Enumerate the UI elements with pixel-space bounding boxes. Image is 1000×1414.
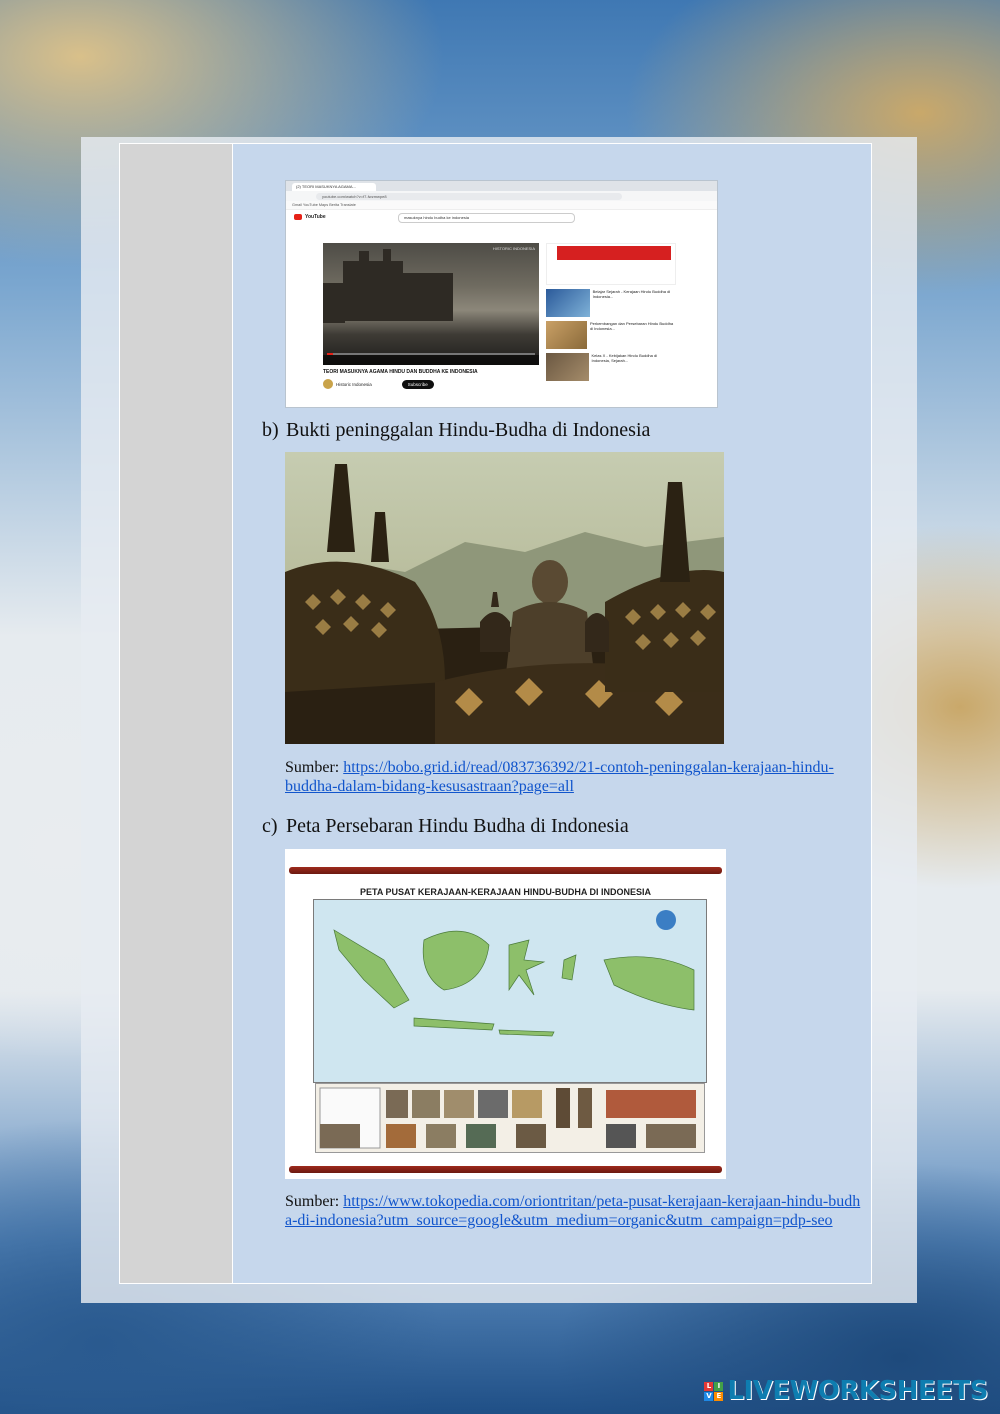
bookmarks-bar: Gmail YouTube Maps Berita Translate bbox=[286, 201, 717, 210]
youtube-brand: YouTube bbox=[305, 214, 326, 220]
video-title: TEORI MASUKNYA AGAMA HINDU DAN BUDDHA KE INDONESIA bbox=[323, 369, 478, 375]
ad-banner bbox=[557, 246, 671, 260]
indonesia-map-image bbox=[285, 849, 726, 1179]
item-b-letter: b) bbox=[262, 419, 279, 441]
recommendation-title: Kelas X - Kebijakan Hindu Buddha di Indonesia, Sejarah... bbox=[591, 353, 658, 363]
borobudur-illustration bbox=[285, 452, 724, 744]
source-b-link[interactable]: https://bobo.grid.id/read/083736392/21-contoh-peninggalan-kerajaan-hindu-buddha-dalam-bidang-kesusastraan?page=all bbox=[285, 759, 834, 795]
recommendation-title: Belajar Sejarah - Kerajaan Hindu Buddha di Indonesia... bbox=[592, 289, 671, 299]
map-legend-artifacts bbox=[316, 1084, 704, 1152]
url-field: youtube.com/watch?v=f7-fwzmwpe8 bbox=[316, 193, 622, 200]
recommendation-item bbox=[546, 289, 676, 317]
source-c-link[interactable]: https://www.tokopedia.com/oriontritan/peta-pusat-kerajaan-kerajaan-hindu-budha-di-indonesia?utm_source=google&utm_medium=organic&utm_campaign=pdp-seo bbox=[285, 1193, 861, 1229]
address-bar bbox=[286, 191, 717, 201]
logo-letter-v: V bbox=[706, 1391, 712, 1400]
youtube-screenshot bbox=[285, 180, 718, 408]
item-c-heading bbox=[262, 815, 629, 838]
source-b-prefix: Sumber: bbox=[285, 759, 344, 776]
channel-row bbox=[323, 379, 434, 389]
recommendation-title: Perkembangan dan Persebaran Hindu Buddha di Indonesia... bbox=[589, 321, 674, 331]
recommendation-item bbox=[546, 321, 676, 349]
recommendation-thumbnail bbox=[546, 321, 587, 349]
logo-letter-l: L bbox=[704, 1382, 713, 1391]
map-sea bbox=[313, 899, 707, 1083]
logo-letter-i: I bbox=[714, 1382, 723, 1391]
logo-grid-icon bbox=[704, 1382, 723, 1401]
worksheet-page bbox=[119, 143, 872, 1284]
left-margin-column bbox=[120, 144, 233, 1283]
map-legend-panel bbox=[315, 1083, 705, 1153]
source-c-prefix: Sumber: bbox=[285, 1193, 344, 1210]
video-badge: HISTORIC INDONESIA bbox=[492, 246, 535, 251]
recommendation-sidebar bbox=[546, 243, 676, 381]
item-b-heading bbox=[262, 419, 650, 442]
youtube-logo-icon bbox=[294, 214, 302, 220]
logo-letter-e: E bbox=[714, 1392, 723, 1401]
youtube-search-input: masuknya hindu budha ke indonesia bbox=[398, 213, 575, 223]
recommendation-item bbox=[546, 353, 676, 381]
ad-panel bbox=[546, 243, 676, 285]
channel-avatar bbox=[323, 379, 333, 389]
video-controls bbox=[323, 355, 539, 365]
map-bottom-rod bbox=[289, 1166, 722, 1173]
item-c-letter: c) bbox=[262, 815, 278, 837]
video-player bbox=[323, 243, 539, 365]
recommendation-thumbnail bbox=[546, 353, 589, 381]
map-title: PETA PUSAT KERAJAAN-KERAJAAN HINDU-BUDHA DI INDONESIA bbox=[359, 887, 651, 897]
content-column bbox=[232, 144, 871, 1283]
recommendation-thumbnail bbox=[546, 289, 590, 317]
borobudur-photo bbox=[285, 452, 724, 744]
source-c bbox=[285, 1192, 865, 1230]
browser-tab: (2) TEORI MASUKNYA AGAMA... bbox=[292, 183, 376, 191]
channel-name: Historic Indonesia bbox=[336, 381, 372, 387]
item-b-label: Bukti peninggalan Hindu-Budha di Indonesia bbox=[286, 419, 651, 441]
liveworksheets-logo bbox=[704, 1376, 988, 1406]
subscribe-button: Subscribe bbox=[402, 380, 434, 389]
browser-tab-bar bbox=[286, 181, 717, 191]
item-c-label: Peta Persebaran Hindu Budha di Indonesia bbox=[286, 815, 629, 837]
map-top-rod bbox=[289, 867, 722, 874]
logo-text: LIVEWORKSHEETS bbox=[727, 1376, 988, 1406]
indonesia-islands bbox=[314, 900, 706, 1082]
youtube-header bbox=[286, 210, 717, 224]
source-b bbox=[285, 758, 865, 796]
